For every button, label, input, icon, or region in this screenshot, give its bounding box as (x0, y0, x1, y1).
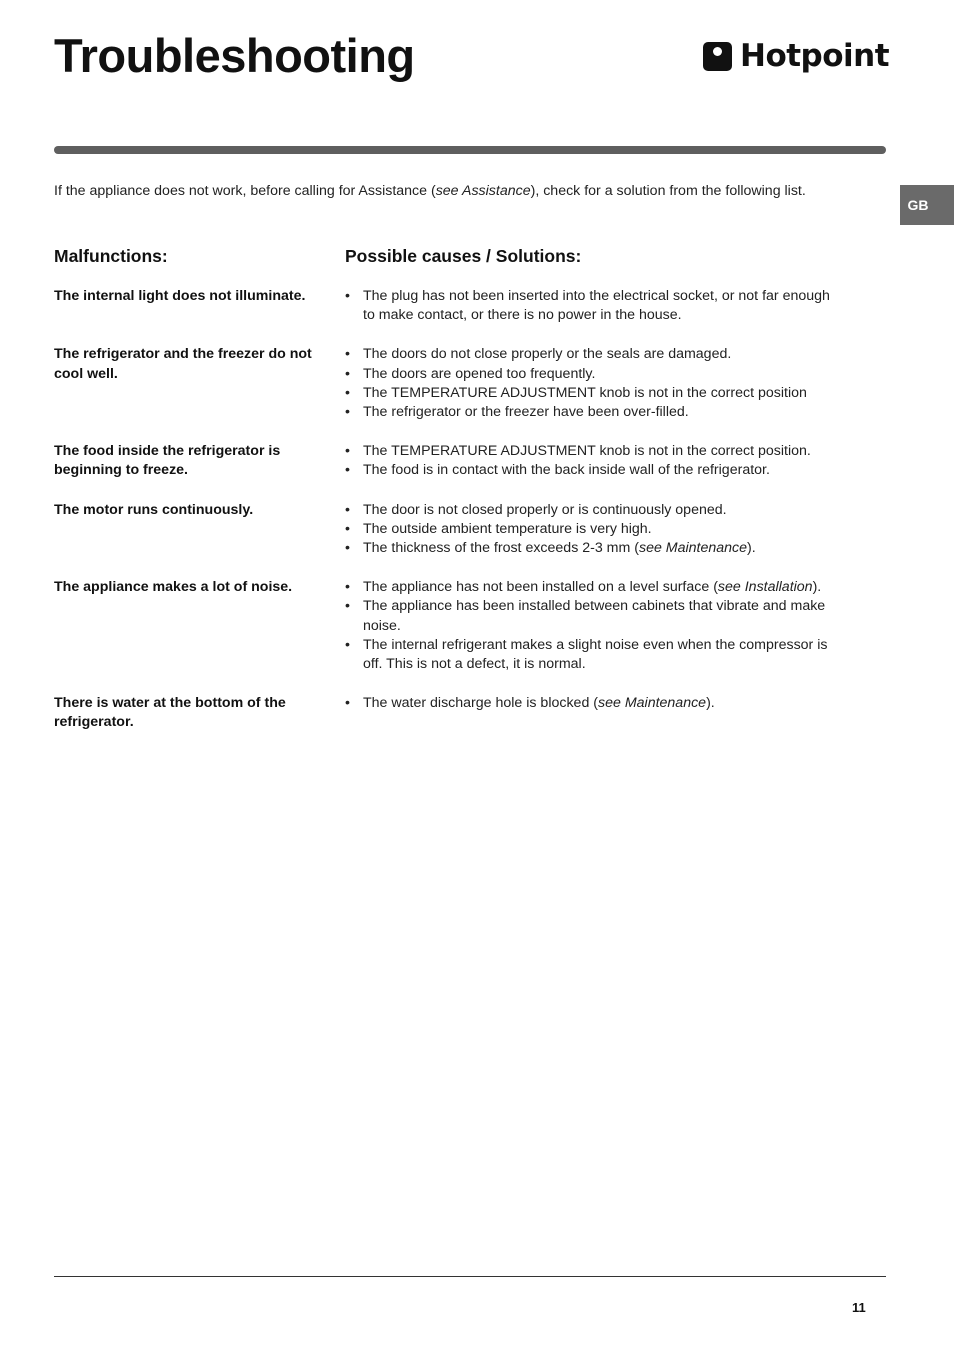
causes-list (345, 442, 845, 480)
causes-list (345, 694, 845, 732)
troubleshooting-row (54, 501, 854, 559)
language-tab: GB (900, 185, 954, 225)
intro-reference: see Assistance (435, 183, 531, 199)
causes-list (345, 287, 845, 325)
cause-item (345, 287, 845, 325)
cause-text: The plug has not been inserted into the electrical socket, or not far enough to make contact, or there is no power in the house. (363, 288, 830, 324)
intro-paragraph (54, 182, 884, 201)
cause-item (345, 597, 845, 635)
cause-item (345, 520, 845, 539)
cause-text: The door is not closed properly or is continuously opened. (363, 501, 727, 518)
troubleshooting-row (54, 694, 854, 732)
cause-text: The doors do not close properly or the seals are damaged. (363, 346, 732, 363)
malfunction-label: There is water at the bottom of the refrigerator. (54, 695, 286, 731)
cause-item (345, 501, 845, 520)
troubleshooting-table (54, 287, 854, 753)
cause-text: The TEMPERATURE ADJUSTMENT knob is not in the correct position (363, 384, 807, 401)
cause-text-after: ). (812, 579, 822, 596)
cause-item (345, 384, 845, 403)
cause-text: The appliance has not been installed on a level surface ( (363, 579, 718, 596)
cause-item (345, 403, 845, 422)
troubleshooting-row (54, 345, 854, 422)
cause-item (345, 461, 845, 480)
page-title: Troubleshooting (54, 29, 415, 82)
causes-heading: Possible causes / Solutions: (345, 246, 582, 266)
cause-text: The food is in contact with the back inside wall of the refrigerator. (363, 462, 770, 479)
troubleshooting-row (54, 287, 854, 325)
hotpoint-logo (703, 36, 889, 76)
cause-text: The refrigerator or the freezer have been over-filled. (363, 404, 689, 421)
cause-text-after: ). (747, 540, 756, 557)
cause-text-after: ). (706, 695, 715, 712)
intro-text-before: If the appliance does not work, before calling for Assistance ( (54, 183, 436, 199)
footer-divider (54, 1276, 886, 1277)
causes-list (345, 501, 845, 559)
cause-item (345, 365, 845, 384)
causes-list (345, 345, 845, 422)
header-divider (54, 146, 886, 154)
cause-text: The doors are opened too frequently. (363, 365, 596, 382)
page-number: 11 (852, 1300, 866, 1315)
troubleshooting-row (54, 578, 854, 674)
cause-item (345, 636, 845, 674)
cause-item (345, 345, 845, 364)
cause-reference: see Maintenance (598, 695, 707, 712)
malfunction-label: The refrigerator and the freezer do not cool well. (54, 346, 312, 382)
causes-list (345, 578, 845, 674)
intro-text-after: ), check for a solution from the following list. (530, 183, 806, 199)
cause-text: The internal refrigerant makes a slight noise even when the compressor is off. This is not a defect, it is normal. (363, 636, 828, 673)
cause-text: The thickness of the frost exceeds 2-3 mm ( (363, 540, 639, 557)
brand-name: Hotpoint (740, 37, 890, 74)
malfunction-label: The internal light does not illuminate. (54, 288, 306, 304)
cause-text: The appliance has been installed between cabinets that vibrate and make noise. (363, 598, 826, 634)
cause-item (345, 694, 845, 713)
malfunction-label: The appliance makes a lot of noise. (54, 579, 293, 596)
hotpoint-logo-icon (703, 42, 732, 71)
malfunction-label: The motor runs continuously. (54, 501, 254, 518)
malfunction-label: The food inside the refrigerator is beginning to freeze. (54, 443, 281, 479)
cause-text: The TEMPERATURE ADJUSTMENT knob is not in the correct position. (363, 443, 811, 460)
cause-item (345, 442, 845, 461)
cause-text: The water discharge hole is blocked ( (363, 695, 599, 712)
malfunctions-heading: Malfunctions: (54, 246, 168, 266)
cause-reference: see Installation (717, 579, 813, 596)
cause-item (345, 539, 845, 558)
cause-reference: see Maintenance (638, 540, 748, 557)
cause-item (345, 578, 845, 597)
troubleshooting-row (54, 442, 854, 480)
cause-text: The outside ambient temperature is very high. (363, 520, 652, 537)
